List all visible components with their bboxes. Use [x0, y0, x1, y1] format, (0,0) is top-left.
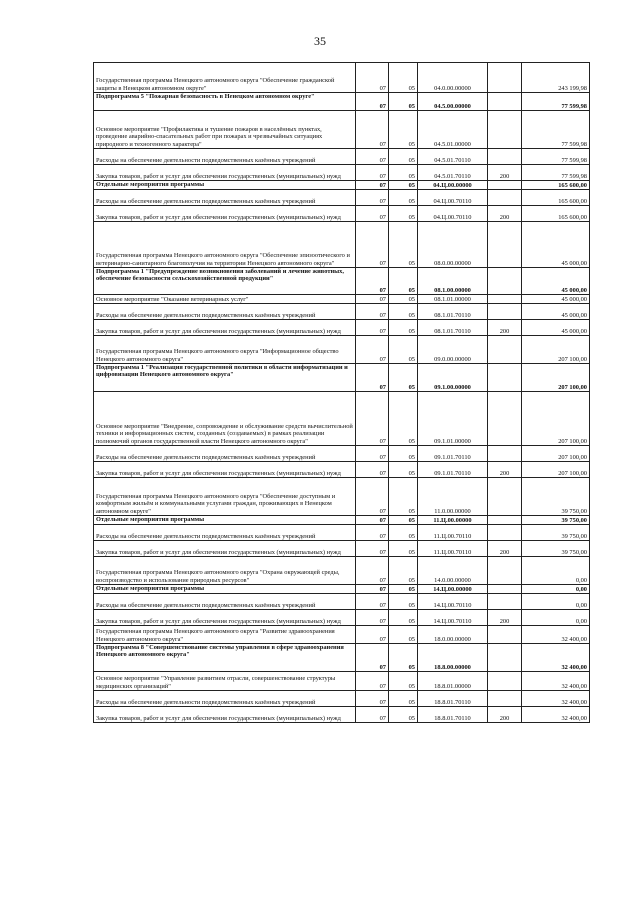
table-row [94, 691, 590, 707]
row-section: 07 [356, 93, 389, 111]
row-subsection: 05 [389, 478, 418, 516]
table-row [94, 585, 590, 594]
row-amount: 165 600,00 [522, 190, 590, 206]
row-expense-type [488, 672, 522, 691]
row-subsection: 05 [389, 181, 418, 190]
row-target-article: 04.Ц.00.70110 [418, 190, 488, 206]
row-subsection: 05 [389, 626, 418, 644]
table-row [94, 268, 590, 295]
row-target-article: 08.1.00.00000 [418, 268, 488, 295]
row-expense-type [488, 268, 522, 295]
row-section: 07 [356, 222, 389, 268]
row-subsection: 05 [389, 462, 418, 478]
row-amount: 207 100,00 [522, 336, 590, 364]
row-expense-type [488, 516, 522, 525]
table-row [94, 190, 590, 206]
row-section: 07 [356, 462, 389, 478]
row-subsection: 05 [389, 585, 418, 594]
row-section: 07 [356, 478, 389, 516]
row-name: Подпрограмма 1 "Реализация государственной политики в области информатизации и цифровизации Ненецкого автономного округа" [94, 364, 356, 392]
row-subsection: 05 [389, 295, 418, 304]
row-target-article: 04.0.00.00000 [418, 63, 488, 93]
row-section: 07 [356, 585, 389, 594]
row-target-article: 08.0.00.00000 [418, 222, 488, 268]
row-name: Закупка товаров, работ и услуг для обеспечения государственных (муниципальных) нужд [94, 206, 356, 222]
row-expense-type [488, 644, 522, 672]
row-name: Расходы на обеспечение деятельности подведомственных казённых учреждений [94, 446, 356, 462]
row-section: 07 [356, 268, 389, 295]
row-target-article: 09.1.01.00000 [418, 392, 488, 446]
row-amount: 32 400,00 [522, 626, 590, 644]
row-expense-type [488, 93, 522, 111]
row-expense-type [488, 63, 522, 93]
table-row [94, 541, 590, 557]
row-amount: 45 000,00 [522, 222, 590, 268]
row-target-article: 04.5.01.70110 [418, 165, 488, 181]
row-section: 07 [356, 190, 389, 206]
row-target-article: 04.Ц.00.70110 [418, 206, 488, 222]
row-amount: 165 600,00 [522, 181, 590, 190]
row-subsection: 05 [389, 268, 418, 295]
row-target-article: 14.Ц.00.70110 [418, 594, 488, 610]
table-row [94, 557, 590, 585]
row-section: 07 [356, 181, 389, 190]
table-row [94, 320, 590, 336]
row-section: 07 [356, 364, 389, 392]
row-expense-type [488, 392, 522, 446]
row-section: 07 [356, 111, 389, 149]
row-section: 07 [356, 610, 389, 626]
row-target-article: 04.5.01.70110 [418, 149, 488, 165]
row-name: Подпрограмма 5 "Пожарная безопасность в Ненецком автономном округе" [94, 93, 356, 111]
row-amount: 39 750,00 [522, 516, 590, 525]
row-target-article: 09.1.00.00000 [418, 364, 488, 392]
table-row [94, 626, 590, 644]
row-subsection: 05 [389, 149, 418, 165]
row-section: 07 [356, 557, 389, 585]
row-name: Расходы на обеспечение деятельности подведомственных казённых учреждений [94, 190, 356, 206]
row-amount: 0,00 [522, 557, 590, 585]
row-target-article: 08.1.01.70110 [418, 304, 488, 320]
table-row [94, 222, 590, 268]
row-expense-type [488, 222, 522, 268]
row-subsection: 05 [389, 222, 418, 268]
row-subsection: 05 [389, 392, 418, 446]
table-row [94, 392, 590, 446]
table-row [94, 295, 590, 304]
row-amount: 32 400,00 [522, 672, 590, 691]
row-name: Закупка товаров, работ и услуг для обеспечения государственных (муниципальных) нужд [94, 165, 356, 181]
row-subsection: 05 [389, 93, 418, 111]
row-amount: 243 199,98 [522, 63, 590, 93]
row-target-article: 11.Ц.00.00000 [418, 516, 488, 525]
row-target-article: 18.0.00.00000 [418, 626, 488, 644]
row-name: Государственная программа Ненецкого автономного округа "Развитие здравоохранения Ненецкого автономного округа" [94, 626, 356, 644]
row-amount: 45 000,00 [522, 304, 590, 320]
row-name: Отдельные мероприятия программы [94, 181, 356, 190]
row-section: 07 [356, 320, 389, 336]
row-subsection: 05 [389, 707, 418, 723]
row-target-article: 11.Ц.00.70110 [418, 525, 488, 541]
budget-table [93, 62, 590, 723]
table-row [94, 364, 590, 392]
row-name: Закупка товаров, работ и услуг для обеспечения государственных (муниципальных) нужд [94, 462, 356, 478]
row-name: Государственная программа Ненецкого автономного округа "Обеспечение эпизоотического и ветеринарно-санитарного благополучия на территории Ненецкого автономного округа" [94, 222, 356, 268]
row-expense-type: 200 [488, 206, 522, 222]
row-expense-type: 200 [488, 165, 522, 181]
table-row [94, 111, 590, 149]
row-name: Государственная программа Ненецкого автономного округа "Информационное общество Ненецкого автономного округа" [94, 336, 356, 364]
row-subsection: 05 [389, 165, 418, 181]
row-section: 07 [356, 516, 389, 525]
table-row [94, 181, 590, 190]
row-subsection: 05 [389, 541, 418, 557]
row-amount: 207 100,00 [522, 462, 590, 478]
row-section: 07 [356, 392, 389, 446]
row-subsection: 05 [389, 691, 418, 707]
row-target-article: 18.8.01.70110 [418, 707, 488, 723]
row-subsection: 05 [389, 446, 418, 462]
row-name: Государственная программа Ненецкого автономного округа "Обеспечение гражданской защиты в Ненецком автономном округе" [94, 63, 356, 93]
row-amount: 165 600,00 [522, 206, 590, 222]
row-target-article: 14.Ц.00.70110 [418, 610, 488, 626]
table-row [94, 336, 590, 364]
row-name: Государственная программа Ненецкого автономного округа "Обеспечение доступным и комфортным жильём и коммунальными услугами граждан, проживающих в Ненецком автономном округе" [94, 478, 356, 516]
row-name: Подпрограмма 1 "Предупреждение возникновения заболеваний и лечение животных, обеспечение безопасности сельскохозяйственной продукции" [94, 268, 356, 295]
row-section: 07 [356, 149, 389, 165]
row-subsection: 05 [389, 610, 418, 626]
table-row [94, 672, 590, 691]
row-target-article: 09.1.01.70110 [418, 462, 488, 478]
row-name: Расходы на обеспечение деятельности подведомственных казённых учреждений [94, 594, 356, 610]
row-target-article: 18.8.01.00000 [418, 672, 488, 691]
row-subsection: 05 [389, 557, 418, 585]
row-name: Основное мероприятие "Профилактика и тушение пожаров в населённых пунктах, проведение аварийно-спасательных работ при пожарах и чрезвычайных ситуациях природного и техногенного характера" [94, 111, 356, 149]
row-target-article: 11.Ц.00.70110 [418, 541, 488, 557]
row-amount: 0,00 [522, 594, 590, 610]
row-amount: 45 000,00 [522, 320, 590, 336]
row-expense-type [488, 525, 522, 541]
row-amount: 77 599,98 [522, 93, 590, 111]
row-amount: 0,00 [522, 585, 590, 594]
row-name: Закупка товаров, работ и услуг для обеспечения государственных (муниципальных) нужд [94, 707, 356, 723]
row-name: Государственная программа Ненецкого автономного округа "Охрана окружающей среды, воспроизводство и использование природных ресурсов" [94, 557, 356, 585]
row-expense-type: 200 [488, 320, 522, 336]
row-name: Закупка товаров, работ и услуг для обеспечения государственных (муниципальных) нужд [94, 541, 356, 557]
budget-table-body [94, 63, 590, 723]
row-name: Основное мероприятие "Управление развитием отрасли, совершенствование структуры медицинских организаций" [94, 672, 356, 691]
row-target-article: 11.0.00.00000 [418, 478, 488, 516]
row-target-article: 08.1.01.00000 [418, 295, 488, 304]
row-expense-type [488, 336, 522, 364]
row-expense-type [488, 295, 522, 304]
row-section: 07 [356, 594, 389, 610]
row-subsection: 05 [389, 364, 418, 392]
row-name: Закупка товаров, работ и услуг для обеспечения государственных (муниципальных) нужд [94, 610, 356, 626]
table-row [94, 478, 590, 516]
row-expense-type [488, 585, 522, 594]
row-amount: 77 599,98 [522, 165, 590, 181]
row-section: 07 [356, 707, 389, 723]
row-name: Расходы на обеспечение деятельности подведомственных казённых учреждений [94, 525, 356, 541]
row-amount: 39 750,00 [522, 478, 590, 516]
row-expense-type [488, 181, 522, 190]
table-row [94, 516, 590, 525]
row-target-article: 04.5.01.00000 [418, 111, 488, 149]
row-expense-type [488, 691, 522, 707]
row-section: 07 [356, 541, 389, 557]
table-row [94, 304, 590, 320]
table-row [94, 707, 590, 723]
row-target-article: 18.8.00.00000 [418, 644, 488, 672]
row-subsection: 05 [389, 644, 418, 672]
row-amount: 0,00 [522, 610, 590, 626]
row-section: 07 [356, 63, 389, 93]
row-expense-type: 200 [488, 541, 522, 557]
row-section: 07 [356, 644, 389, 672]
row-section: 07 [356, 525, 389, 541]
row-expense-type: 200 [488, 462, 522, 478]
row-target-article: 18.8.01.70110 [418, 691, 488, 707]
table-row [94, 93, 590, 111]
row-expense-type [488, 594, 522, 610]
row-subsection: 05 [389, 594, 418, 610]
row-amount: 39 750,00 [522, 541, 590, 557]
row-amount: 45 000,00 [522, 268, 590, 295]
row-expense-type [488, 149, 522, 165]
row-subsection: 05 [389, 190, 418, 206]
row-target-article: 08.1.01.70110 [418, 320, 488, 336]
row-section: 07 [356, 626, 389, 644]
row-subsection: 05 [389, 516, 418, 525]
row-section: 07 [356, 691, 389, 707]
row-section: 07 [356, 165, 389, 181]
row-expense-type [488, 557, 522, 585]
row-amount: 32 400,00 [522, 707, 590, 723]
table-row [94, 644, 590, 672]
table-row [94, 165, 590, 181]
row-target-article: 14.Ц.00.00000 [418, 585, 488, 594]
row-expense-type [488, 478, 522, 516]
row-amount: 207 100,00 [522, 392, 590, 446]
row-target-article: 04.Ц.00.00000 [418, 181, 488, 190]
row-expense-type [488, 111, 522, 149]
row-expense-type [488, 364, 522, 392]
row-amount: 77 599,98 [522, 111, 590, 149]
row-name: Расходы на обеспечение деятельности подведомственных казённых учреждений [94, 149, 356, 165]
table-row [94, 462, 590, 478]
row-subsection: 05 [389, 672, 418, 691]
row-subsection: 05 [389, 206, 418, 222]
row-expense-type [488, 626, 522, 644]
row-name: Расходы на обеспечение деятельности подведомственных казённых учреждений [94, 304, 356, 320]
row-subsection: 05 [389, 320, 418, 336]
row-subsection: 05 [389, 111, 418, 149]
row-expense-type: 200 [488, 610, 522, 626]
row-amount: 32 400,00 [522, 691, 590, 707]
table-row [94, 525, 590, 541]
table-row [94, 149, 590, 165]
row-subsection: 05 [389, 336, 418, 364]
row-expense-type [488, 190, 522, 206]
row-amount: 39 750,00 [522, 525, 590, 541]
row-section: 07 [356, 295, 389, 304]
table-row [94, 446, 590, 462]
row-target-article: 14.0.00.00000 [418, 557, 488, 585]
table-row [94, 594, 590, 610]
table-row [94, 206, 590, 222]
row-target-article: 09.1.01.70110 [418, 446, 488, 462]
row-amount: 207 100,00 [522, 364, 590, 392]
row-name: Основное мероприятие "Оказание ветеринарных услуг" [94, 295, 356, 304]
row-subsection: 05 [389, 304, 418, 320]
row-subsection: 05 [389, 63, 418, 93]
row-name: Отдельные мероприятия программы [94, 585, 356, 594]
row-section: 07 [356, 206, 389, 222]
row-name: Подпрограмма 8 "Совершенствование системы управления в сфере здравоохранения Ненецкого автономного округа" [94, 644, 356, 672]
row-subsection: 05 [389, 525, 418, 541]
row-section: 07 [356, 446, 389, 462]
row-target-article: 04.5.00.00000 [418, 93, 488, 111]
row-name: Отдельные мероприятия программы [94, 516, 356, 525]
row-expense-type [488, 446, 522, 462]
row-name: Расходы на обеспечение деятельности подведомственных казённых учреждений [94, 691, 356, 707]
row-target-article: 09.0.00.00000 [418, 336, 488, 364]
table-row [94, 63, 590, 93]
row-amount: 77 599,98 [522, 149, 590, 165]
row-amount: 32 400,00 [522, 644, 590, 672]
row-section: 07 [356, 304, 389, 320]
row-amount: 45 000,00 [522, 295, 590, 304]
row-name: Закупка товаров, работ и услуг для обеспечения государственных (муниципальных) нужд [94, 320, 356, 336]
page-number: 35 [314, 34, 326, 48]
row-section: 07 [356, 336, 389, 364]
row-expense-type: 200 [488, 707, 522, 723]
row-expense-type [488, 304, 522, 320]
row-amount: 207 100,00 [522, 446, 590, 462]
row-section: 07 [356, 672, 389, 691]
row-name: Основное мероприятие "Внедрение, сопровождение и обслуживание средств вычислительной техники и информационных систем, созданных (создаваемых) в рамках реализации полномочий органов государственной власти Ненецкого автономного округа" [94, 392, 356, 446]
table-row [94, 610, 590, 626]
